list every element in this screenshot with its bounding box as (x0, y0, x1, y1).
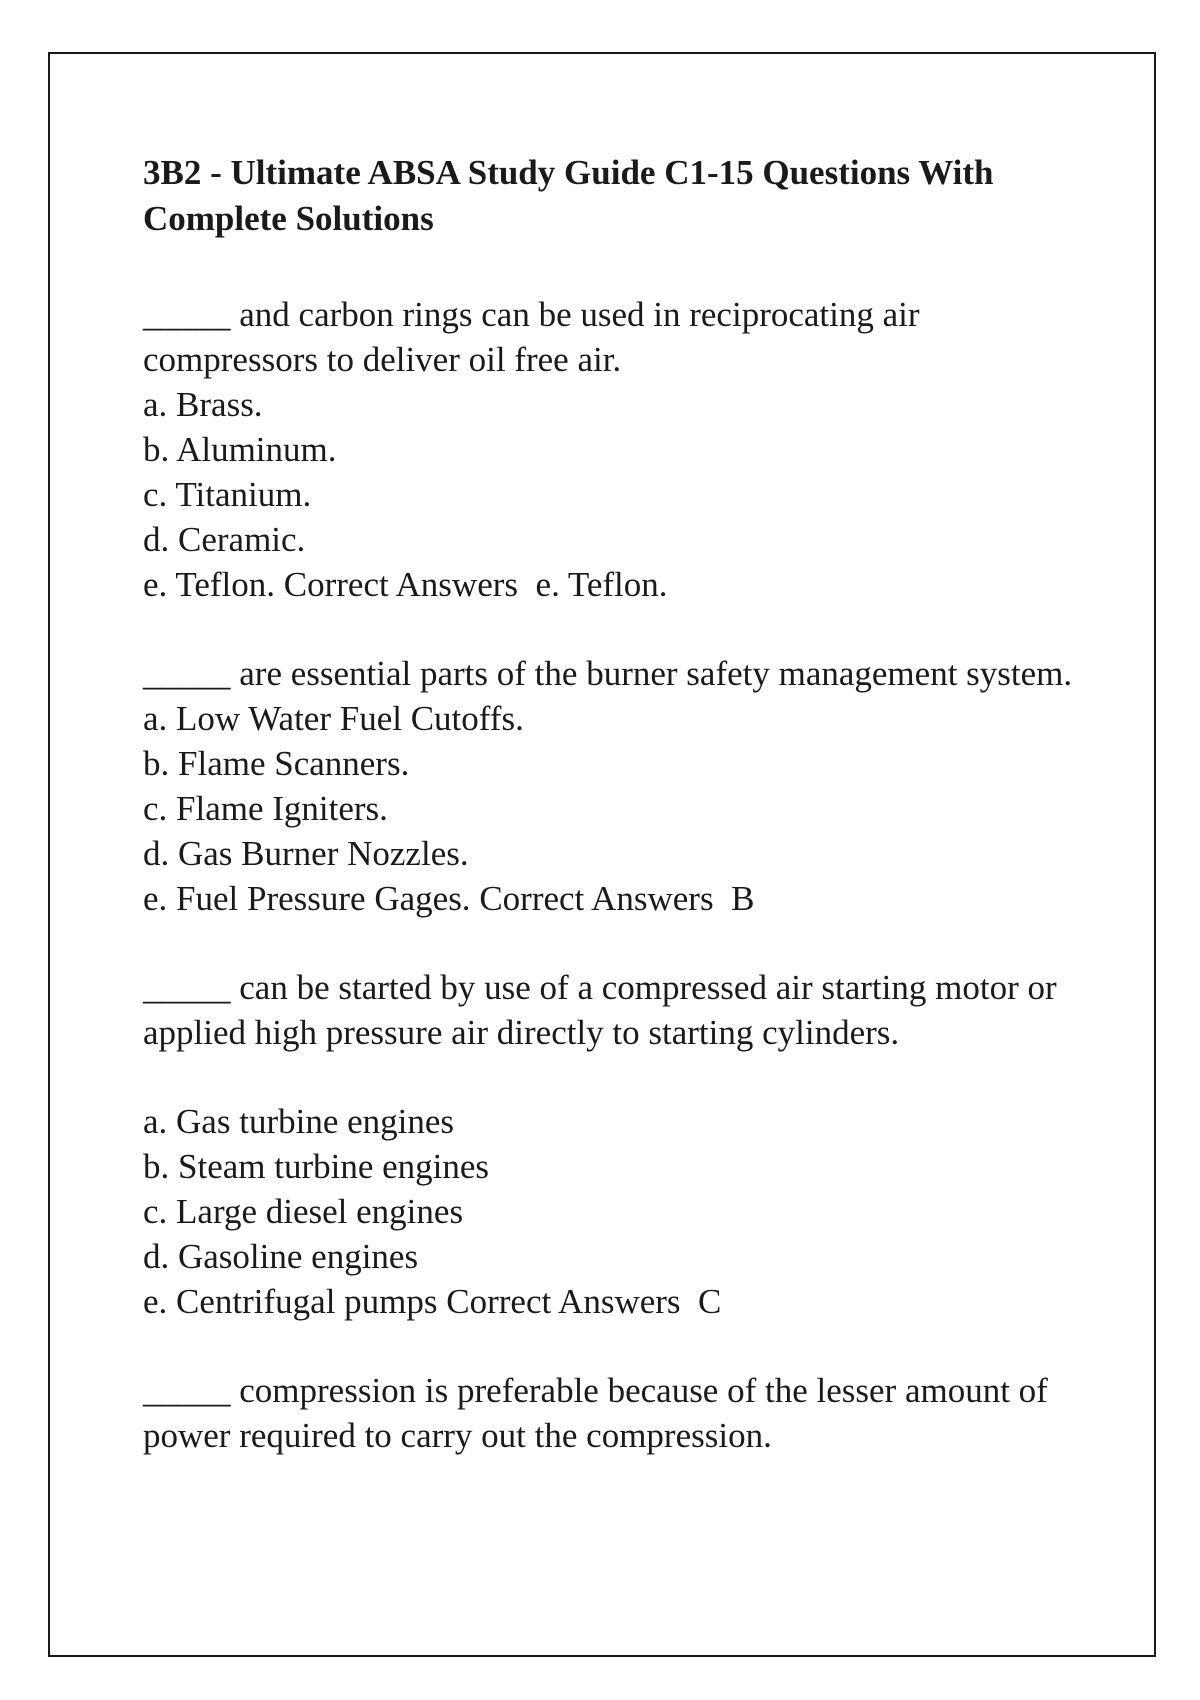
answer-option: a. Brass. (143, 385, 263, 424)
answer-option: d. Gasoline engines (143, 1237, 419, 1276)
correct-answer: e. Teflon. (535, 565, 668, 604)
question-text: _____ can be started by use of a compressed air starting motor or applied high pressure air directly to starting cylinders. (143, 968, 1057, 1052)
document-body (143, 150, 1103, 1502)
answer-option: b. Steam turbine engines (143, 1147, 490, 1186)
answer-option-last: e. Teflon. (143, 565, 276, 604)
answer-option: c. Large diesel engines (143, 1192, 464, 1231)
question-text: _____ are essential parts of the burner safety management system. (143, 654, 1073, 693)
question-item (143, 1368, 1103, 1458)
answer-option-with-answer (143, 1279, 1103, 1324)
question-item (143, 292, 1103, 607)
answer-option-with-answer (143, 876, 1103, 921)
correct-answer: B (731, 879, 755, 918)
answer-option: c. Flame Igniters. (143, 789, 388, 828)
correct-answers-label: Correct Answers (283, 565, 519, 604)
answer-option: a. Low Water Fuel Cutoffs. (143, 699, 524, 738)
question-item (143, 965, 1103, 1324)
correct-answer: C (698, 1282, 722, 1321)
question-text: _____ compression is preferable because of the lesser amount of power required to carry out the compression. (143, 1371, 1048, 1455)
document-title: 3B2 - Ultimate ABSA Study Guide C1-15 Questions With Complete Solutions (143, 153, 994, 238)
question-item (143, 651, 1103, 921)
answer-option-last: e. Fuel Pressure Gages. (143, 879, 471, 918)
answer-option: d. Gas Burner Nozzles. (143, 834, 469, 873)
answer-option: d. Ceramic. (143, 520, 306, 559)
correct-answers-label: Correct Answers (446, 1282, 681, 1321)
answer-option: c. Titanium. (143, 475, 312, 514)
question-text: _____ and carbon rings can be used in reciprocating air compressors to deliver oil free air. (143, 295, 920, 379)
answer-option-with-answer (143, 562, 1103, 607)
answer-option-last: e. Centrifugal pumps (143, 1282, 438, 1321)
answer-option: a. Gas turbine engines (143, 1102, 455, 1141)
correct-answers-label: Correct Answers (479, 879, 714, 918)
answer-option: b. Aluminum. (143, 430, 337, 469)
answer-option: b. Flame Scanners. (143, 744, 410, 783)
